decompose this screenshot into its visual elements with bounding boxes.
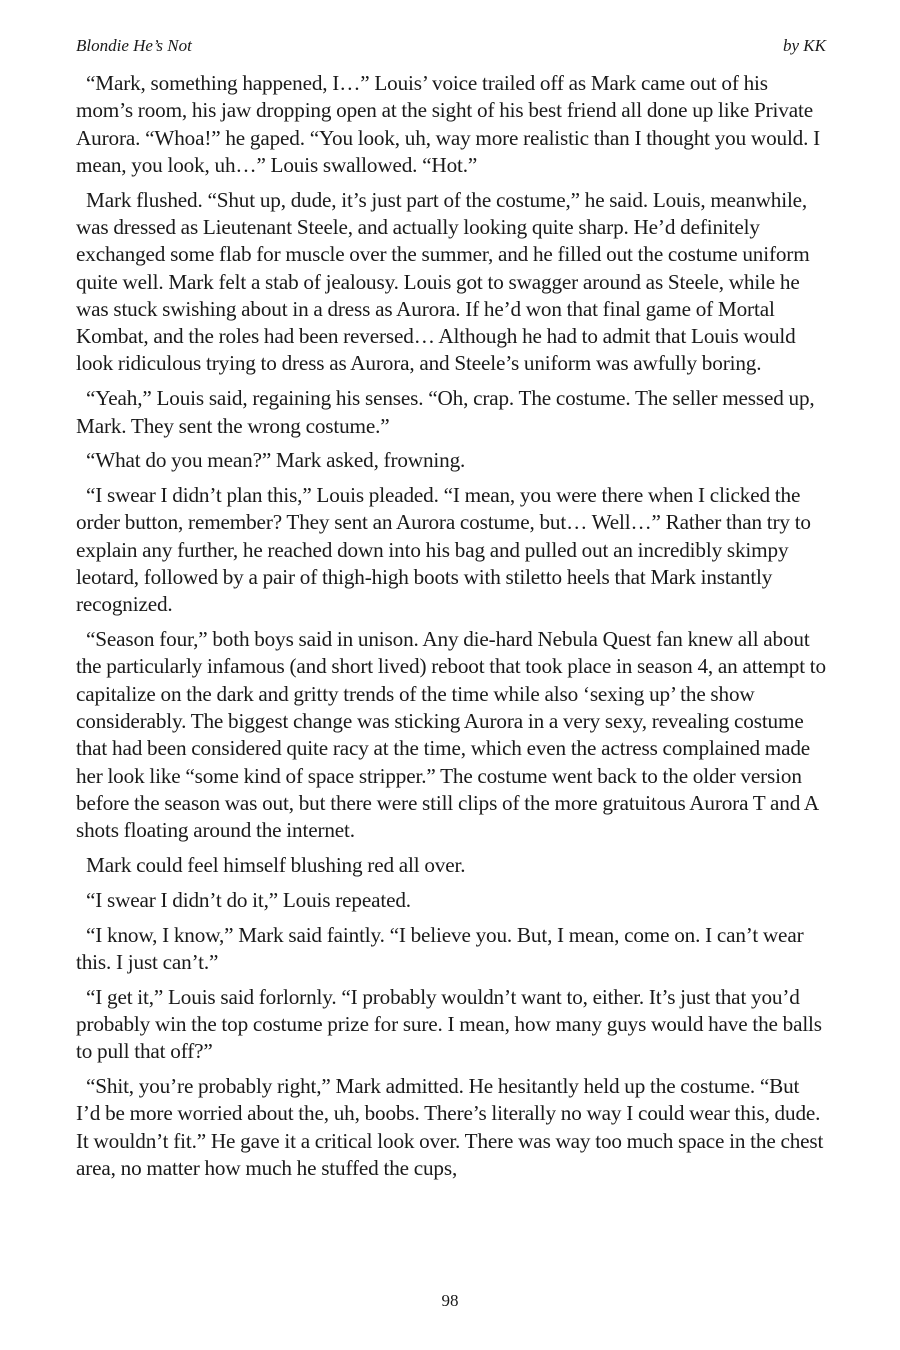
running-header	[76, 34, 826, 58]
body-text	[76, 70, 826, 1190]
page-number: 98	[441, 1291, 459, 1310]
paragraph: “Shit, you’re probably right,” Mark admitted. He hesitantly held up the costume. “But I’d be more worried about the, uh, boobs. There’s literally no way I could wear this, dude. It wouldn’t fit.” He gave it a critical look over. There was way too much space in the chest area, no matter how much he stuffed the cups,	[76, 1074, 824, 1180]
paragraph: “Season four,” both boys said in unison. Any die-hard Nebula Quest fan knew all about the particularly infamous (and short lived) reboot that took place in season 4, an attempt to capitalize on the dark and gritty trends of the time while also ‘sexing up’ the show considerably. The biggest change was sticking Aurora in a very sexy, revealing costume that had been considered quite racy at the time, which even the actress complained made her look like “some kind of space stripper.” The costume went back to the older version before the season was out, but there were still clips of the more gratuitous Aurora T and A shots floating around the internet.	[76, 627, 826, 843]
paragraph: Mark could feel himself blushing red all over.	[86, 853, 466, 878]
paragraph: Mark flushed. “Shut up, dude, it’s just part of the costume,” he said. Louis, meanwhile, was dressed as Lieutenant Steele, and actually looking quite sharp. He’d definitely exchanged some flab for muscle over the summer, and he filled out the costume uniform quite well. Mark felt a stab of jealousy. Louis got to swagger around as Steele, while he was stuck swishing about in a dress as Aurora. If he’d won that final game of Mortal Kombat, and the roles had been reversed… Although he had to admit that Louis would look ridiculous trying to dress as Aurora, and Steele’s uniform was awfully boring.	[76, 187, 810, 376]
paragraph: “I know, I know,” Mark said faintly. “I believe you. But, I mean, come on. I can’t wear this. I just can’t.”	[76, 922, 804, 974]
header-book-title: Blondie He’s Not	[76, 36, 192, 55]
header-author: by KK	[783, 36, 826, 55]
paragraph: “Mark, something happened, I…” Louis’ voice trailed off as Mark came out of his mom’s room, his jaw dropping open at the sight of his best friend all done up like Private Aurora. “Whoa!” he gaped. “You look, uh, way more realistic than I thought you would. I mean, you look, uh…” Louis swallowed. “Hot.”	[76, 71, 821, 177]
paragraph: “I swear I didn’t do it,” Louis repeated.	[86, 887, 411, 912]
paragraph: “I get it,” Louis said forlornly. “I probably wouldn’t want to, either. It’s just that you’d probably win the top costume prize for sure. I mean, how many guys would have the balls to pull that off?”	[76, 984, 822, 1064]
paragraph: “What do you mean?” Mark asked, frowning.	[86, 448, 466, 473]
paragraph: “Yeah,” Louis said, regaining his senses. “Oh, crap. The costume. The seller messed up, Mark. They sent the wrong costume.”	[76, 386, 815, 438]
paragraph: “I swear I didn’t plan this,” Louis pleaded. “I mean, you were there when I clicked the order button, remember? They sent an Aurora costume, but… Well…” Rather than try to explain any further, he reached down into his bag and pulled out an incredibly skimpy leotard, followed by a pair of thigh-high boots with stiletto heels that Mark instantly recognized.	[76, 483, 811, 617]
